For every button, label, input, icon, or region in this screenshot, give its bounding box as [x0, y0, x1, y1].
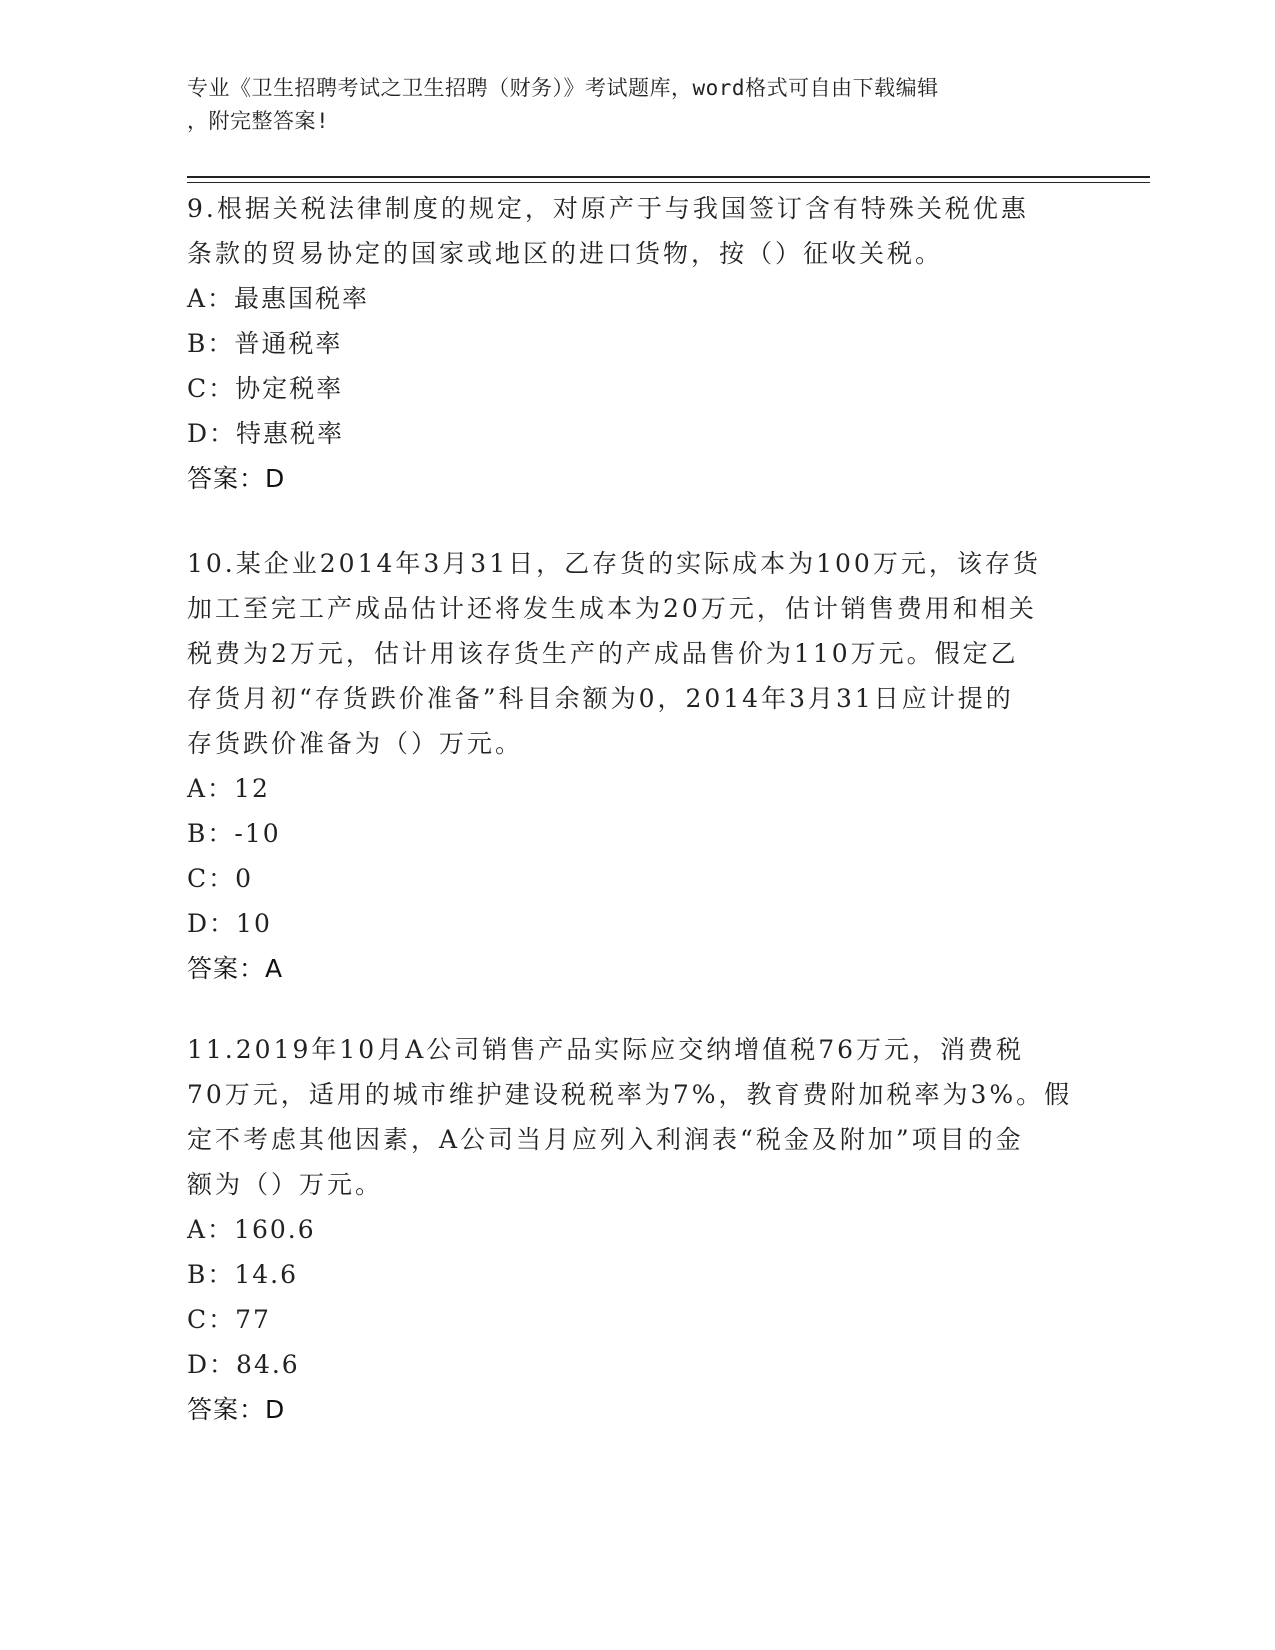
question-10 [187, 541, 1087, 991]
answer-line: 答案：D [187, 464, 286, 493]
option-b: B：-10 [187, 819, 281, 848]
question-11 [187, 1027, 1087, 1432]
header-divider-thick [187, 176, 1150, 178]
option-a: A：最惠国税率 [187, 284, 370, 313]
option-d: D：84.6 [187, 1350, 300, 1379]
option-c: C：0 [187, 864, 254, 893]
question-stem-line: 额为（）万元。 [187, 1170, 384, 1199]
answer-line: 答案：D [187, 1395, 286, 1424]
header-note-line-1: 专业《卫生招聘考试之卫生招聘（财务）》考试题库，word格式可自由下载编辑 [187, 76, 939, 100]
header-divider-thin [187, 182, 1150, 183]
question-stem-line: 加工至完工产成品估计还将发生成本为20万元，估计销售费用和相关 [187, 594, 1037, 623]
question-stem-line: 税费为2万元，估计用该存货生产的产成品售价为110万元。假定乙 [187, 639, 1019, 668]
option-c: C：77 [187, 1305, 271, 1334]
header-note-line-2: ，附完整答案! [187, 109, 330, 133]
question-stem-line: 11.2019年10月A公司销售产品实际应交纳增值税76万元，消费税 [187, 1035, 1025, 1064]
question-stem-line: 定不考虑其他因素，A公司当月应列入利润表“税金及附加”项目的金 [187, 1125, 1024, 1154]
option-d: D：特惠税率 [187, 419, 345, 448]
option-d: D：10 [187, 909, 272, 938]
option-b: B：14.6 [187, 1260, 299, 1289]
question-stem-line: 存货月初“存货跌价准备”科目余额为0，2014年3月31日应计提的 [187, 684, 1014, 713]
question-stem-line: 10.某企业2014年3月31日，乙存货的实际成本为100万元，该存货 [187, 549, 1041, 578]
question-stem-line: 存货跌价准备为（）万元。 [187, 729, 524, 758]
question-stem-line: 70万元，适用的城市维护建设税税率为7%，教育费附加税率为3%。假 [187, 1080, 1073, 1109]
question-stem-line: 条款的贸易协定的国家或地区的进口货物，按（）征收关税。 [187, 239, 944, 268]
option-a: A：12 [187, 774, 270, 803]
header-note [187, 72, 1067, 138]
option-c: C：协定税率 [187, 374, 344, 403]
option-a: A：160.6 [187, 1215, 316, 1244]
answer-line: 答案：A [187, 954, 284, 983]
question-9 [187, 186, 1087, 501]
question-stem-line: 9.根据关税法律制度的规定，对原产于与我国签订含有特殊关税优惠 [187, 194, 1029, 223]
option-b: B：普通税率 [187, 329, 343, 358]
